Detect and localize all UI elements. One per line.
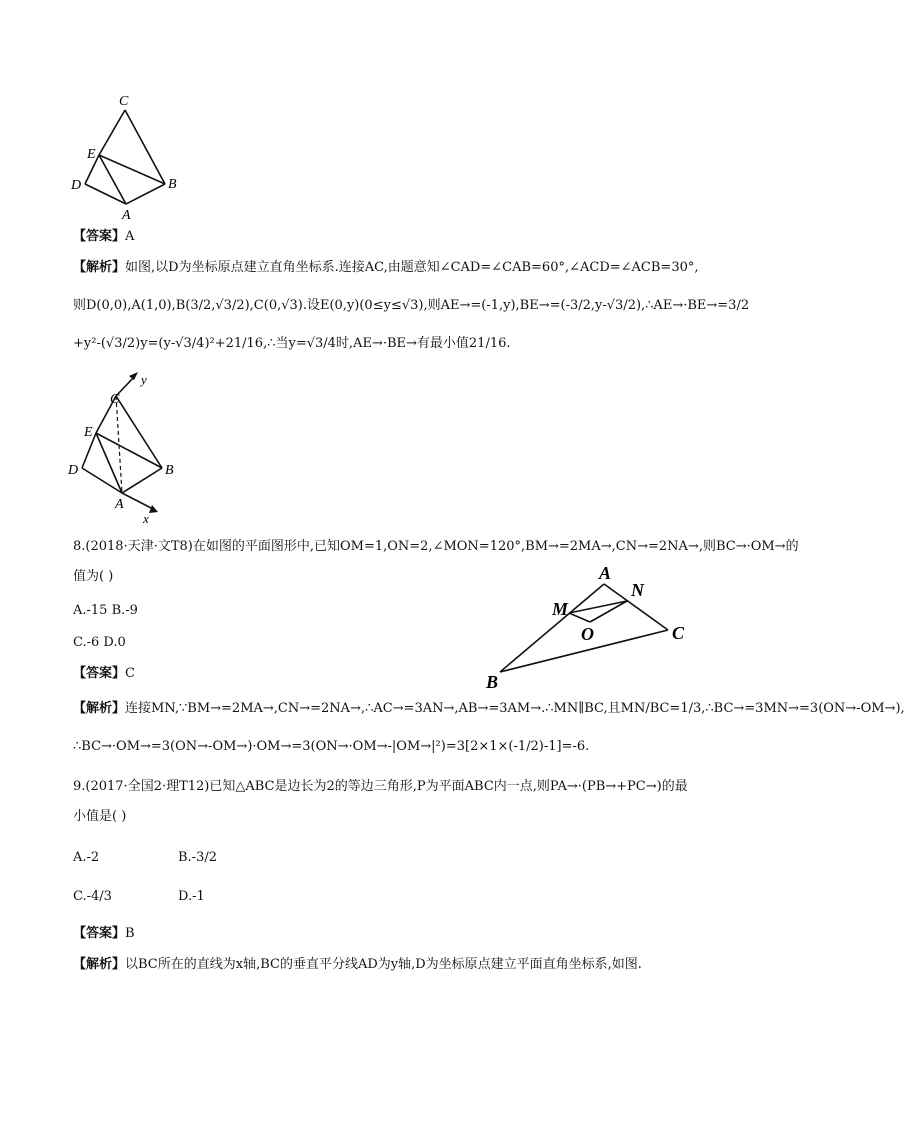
q8-options-row-2: C.-6 D.0 (73, 635, 126, 650)
q9-option-d: D.-1 (178, 889, 205, 904)
label-E: E (87, 147, 96, 162)
q8-options-row-1: A.-15 B.-9 (73, 603, 138, 618)
label-y: y (141, 372, 147, 387)
q9-option-a: A.-2 (73, 850, 100, 865)
q7-analysis-line-1 (73, 259, 699, 277)
q8-answer-line (73, 665, 135, 683)
figure-quadrilateral-2-axes (65, 368, 185, 528)
label-A: A (599, 563, 612, 583)
answer-tag: 【答案】 (73, 926, 126, 941)
q8-analysis-line-1 (73, 700, 905, 718)
label-B: B (165, 463, 174, 478)
analysis-tag: 【解析】 (73, 260, 126, 275)
q7-analysis-line-2: 则D(0,0),A(1,0),B(3/2,√3/2),C(0,√3).设E(0,y)(0≤y≤√3),则AE→=(-1,y),BE→=(-3/2,y-√3/2),∴AE→·BE→=3/2 (73, 298, 750, 313)
label-B: B (486, 672, 499, 692)
label-D: D (68, 463, 79, 478)
label-D: D (71, 178, 82, 193)
q9-stem-line-2: 小值是( ) (73, 809, 127, 824)
figure-quadrilateral-1 (65, 90, 195, 225)
analysis-tag: 【解析】 (73, 957, 126, 972)
q8-analysis-line-2: ∴BC→·OM→=3(ON→-OM→)·OM→=3(ON→·OM→-|OM→|²)=3[2×1×(-1/2)-1]=-6. (73, 739, 590, 754)
q9-answer-line (73, 925, 135, 943)
answer-value: A (125, 229, 135, 244)
analysis-text: 连接MN,∵BM→=2MA→,CN→=2NA→,∴AC→=3AN→,AB→=3AM→.∴MN∥BC,且MN/BC=1/3,∴BC→=3MN→=3(ON→-OM→), (125, 701, 905, 716)
label-C: C (119, 94, 129, 109)
label-A: A (122, 208, 131, 223)
answer-value: B (125, 926, 135, 941)
label-C: C (110, 392, 120, 407)
q7-answer-line (73, 228, 134, 246)
q9-option-b: B.-3/2 (178, 850, 217, 865)
label-E: E (84, 425, 93, 440)
label-B: B (168, 177, 177, 192)
answer-tag: 【答案】 (73, 229, 126, 244)
label-N: N (631, 580, 644, 600)
answer-tag: 【答案】 (73, 666, 126, 681)
label-A: A (115, 497, 124, 512)
q9-analysis-line-1 (73, 956, 642, 974)
q8-stem-line-2: 值为( ) (73, 569, 114, 584)
answer-value: C (125, 666, 135, 681)
q9-stem-line-1: 9.(2017·全国2·理T12)已知△ABC是边长为2的等边三角形,P为平面ABC内一点,则PA→·(PB→+PC→)的最 (73, 779, 688, 794)
q9-option-c: C.-4/3 (73, 889, 112, 904)
q7-analysis-line-3: +y²-(√3/2)y=(y-√3/4)²+21/16,∴当y=√3/4时,AE→·BE→有最小值21/16. (73, 336, 511, 351)
label-M: M (552, 599, 569, 619)
q8-stem-line-1: 8.(2018·天津·文T8)在如图的平面图形中,已知OM=1,ON=2,∠MON=120°,BM→=2MA→,CN→=2NA→,则BC→·OM→的 (73, 539, 799, 554)
label-x: x (143, 511, 149, 526)
figure-triangle-mon (480, 560, 700, 695)
analysis-text: 以BC所在的直线为x轴,BC的垂直平分线AD为y轴,D为坐标原点建立平面直角坐标系,如图. (125, 957, 642, 972)
label-C: C (672, 623, 685, 643)
analysis-tag: 【解析】 (73, 701, 126, 716)
analysis-text: 如图,以D为坐标原点建立直角坐标系.连接AC,由题意知∠CAD=∠CAB=60°,∠ACD=∠ACB=30°, (125, 260, 699, 275)
label-O: O (581, 624, 594, 644)
